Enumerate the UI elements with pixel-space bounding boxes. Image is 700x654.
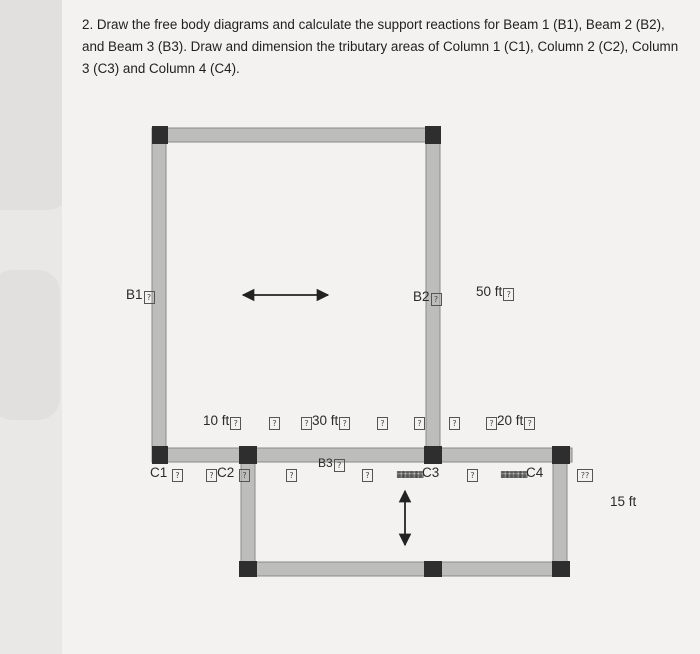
column-c2	[239, 446, 257, 464]
lower-right-beam	[553, 448, 567, 576]
question-text: 2. Draw the free body diagrams and calculate the support reactions for Beam 1 (B1), Beam 2 (B2), and Beam 3 (B3). Draw and dimension the tributary areas of Column 1 (C1), Column 2 (C2), Column 3 (C3) and Column 4 (C4).	[82, 17, 679, 76]
column-c1	[152, 446, 168, 464]
unknown-glyph-box-icon: ?	[377, 417, 388, 430]
column-c4	[552, 446, 570, 464]
glyph-row-lower	[466, 465, 478, 482]
glyph-row-lower	[285, 465, 297, 482]
glyph-row-upper	[413, 413, 425, 430]
unknown-glyph-box-icon: ?	[206, 469, 217, 482]
column-top-right	[425, 126, 441, 144]
label-b1: B1 ?	[126, 287, 155, 304]
unknown-glyph-box-icon: ?	[172, 469, 183, 482]
glyph-row-lower	[576, 465, 593, 482]
glyph-row-upper	[268, 413, 280, 430]
unknown-glyph-box-icon: ?	[362, 469, 373, 482]
unknown-glyph-box-icon: ?	[334, 459, 345, 472]
glyph-row-upper	[448, 413, 460, 430]
unknown-glyph-box-icon: ?	[239, 469, 250, 482]
unknown-glyph-box-icon: ?	[339, 417, 350, 430]
unknown-glyph-box-icon: ?	[286, 469, 297, 482]
unknown-glyph-box-icon: ?	[230, 417, 241, 430]
dimension-30ft: ? 30 ft ?	[300, 413, 350, 430]
label-b3: B3 ?	[318, 456, 345, 472]
dimension-10ft: 10 ft ?	[203, 413, 241, 430]
unknown-glyph-box-icon: ?	[524, 417, 535, 430]
glyph-row-lower	[361, 465, 373, 482]
column-top-left	[152, 126, 168, 144]
column-c3	[424, 446, 442, 464]
label-c3: ▦▦▦▦C3	[396, 465, 440, 480]
label-c1: C1 ?	[150, 465, 183, 482]
unknown-glyph-box-icon: ??	[577, 469, 593, 482]
column-bottom-mid	[424, 561, 442, 577]
label-c2: ? C2 ?	[205, 465, 250, 482]
bottom-beam	[241, 562, 567, 576]
unknown-glyph-box-icon: ?	[144, 291, 155, 304]
dimension-50ft: 50 ft ?	[476, 284, 514, 301]
unknown-glyph-box-icon: ?	[503, 288, 514, 301]
column-bottom-left	[239, 561, 257, 577]
unknown-glyph-box-icon: ?	[269, 417, 280, 430]
unknown-glyph-box-icon: ?	[431, 293, 442, 306]
label-c4: ▦▦▦▦C4	[500, 465, 544, 480]
unknown-glyph-box-icon: ?	[301, 417, 312, 430]
middle-beam	[152, 448, 572, 462]
dimension-15ft: 15 ft	[610, 494, 637, 509]
unknown-glyph-box-icon: ?	[449, 417, 460, 430]
top-beam	[152, 128, 440, 142]
unknown-glyph-box-icon: ?	[486, 417, 497, 430]
label-b2: B2 ?	[413, 289, 442, 306]
column-bottom-right	[552, 561, 570, 577]
dimension-20ft: ? 20 ft ?	[485, 413, 535, 430]
glyph-row-upper	[376, 413, 388, 430]
unknown-glyph-box-icon: ?	[467, 469, 478, 482]
unknown-glyph-box-icon: ?	[414, 417, 425, 430]
